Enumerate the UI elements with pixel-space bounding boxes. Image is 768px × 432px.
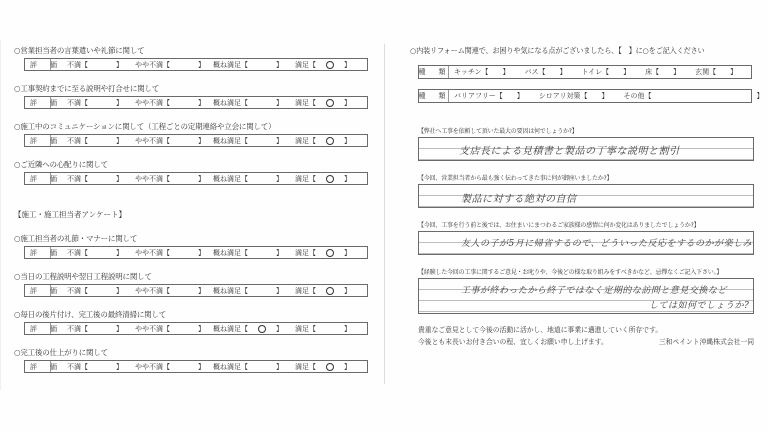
bracket-close: 】	[276, 136, 283, 145]
rating-label: 評 価	[25, 361, 51, 372]
option-mark-slot	[316, 287, 344, 295]
rating-option-dissatisfied[interactable]	[67, 136, 135, 146]
rating-option-satisfied[interactable]	[295, 248, 355, 258]
option-label: 不満【	[67, 324, 88, 333]
option-label: 満足【	[295, 324, 316, 333]
handwritten-answer: 工事が終わったから終了ではなく定期的な訪問と意見交換など	[461, 286, 727, 296]
rating-box	[24, 284, 368, 297]
bracket-close: 】	[344, 362, 351, 371]
circle-mark-icon	[258, 325, 266, 333]
option-label: 概ね満足【	[213, 136, 248, 145]
option-label: 概ね満足【	[213, 286, 248, 295]
bracket-close: 】	[198, 174, 205, 183]
option-mark-slot	[170, 175, 198, 183]
bracket-close: 】	[344, 98, 351, 107]
type-row-1	[418, 65, 752, 79]
option-label: やや不満【	[135, 248, 170, 257]
type-other[interactable]: その他【 】	[623, 92, 764, 100]
free-answer-box-4[interactable]	[418, 278, 754, 314]
rating-option-dissatisfied[interactable]	[67, 98, 135, 108]
closing-message	[418, 324, 754, 348]
type-label: 種 類	[418, 68, 449, 76]
option-label: 満足【	[295, 174, 316, 183]
bracket-close: 】	[116, 60, 123, 69]
option-label: 満足【	[295, 286, 316, 295]
rating-option-dissatisfied[interactable]	[67, 174, 135, 184]
rating-option-mostly-satisfied[interactable]	[213, 324, 295, 334]
free-question-3: 【今回、工事を行う前と後では、お住まいにまつわるご家族様の感情に何か変化はありましたでしょうか?】	[418, 222, 700, 229]
bracket-close: 】	[198, 98, 205, 107]
option-mark-slot	[316, 363, 344, 371]
rating-option-mostly-satisfied[interactable]	[213, 136, 295, 146]
option-mark-slot	[316, 325, 344, 333]
option-label: やや不満【	[135, 98, 170, 107]
type-kitchen[interactable]: キッチン【 】	[454, 68, 510, 76]
bracket-close: 】	[116, 248, 123, 257]
option-label: 満足【	[295, 60, 316, 69]
circle-mark-icon	[326, 99, 334, 107]
option-label: やや不満【	[135, 60, 170, 69]
option-mark-slot	[170, 287, 198, 295]
bracket-close: 】	[116, 136, 123, 145]
option-mark-slot	[316, 175, 344, 183]
free-question-1: 【弊社へ工事を依頼して頂いた最大の要因は何でしょうか?】	[418, 128, 578, 135]
question-title: ○毎日の後片付け、完工後の最終清掃に関して	[14, 310, 167, 319]
rating-question	[14, 46, 366, 71]
bracket-close: 】	[276, 286, 283, 295]
rating-label: 評 価	[25, 173, 51, 184]
rating-box	[24, 96, 368, 109]
type-toilet[interactable]: トイレ【 】	[581, 68, 631, 76]
rating-option-dissatisfied[interactable]	[67, 324, 135, 334]
rating-label: 評 価	[25, 135, 51, 146]
option-label: 概ね満足【	[213, 174, 248, 183]
option-label: 不満【	[67, 174, 88, 183]
circle-mark-icon	[326, 137, 334, 145]
rating-option-mostly-satisfied[interactable]	[213, 362, 295, 372]
rating-box	[24, 58, 368, 71]
option-label: 概ね満足【	[213, 98, 248, 107]
circle-mark-icon	[326, 175, 334, 183]
bracket-close: 】	[344, 174, 351, 183]
rating-option-satisfied[interactable]	[295, 286, 355, 296]
rating-option-somewhat-dissatisfied[interactable]	[135, 362, 213, 372]
bracket-close: 】	[276, 174, 283, 183]
option-mark-slot	[316, 137, 344, 145]
circle-mark-icon	[326, 249, 334, 257]
question-title: ○ご近隣への心配りに関して	[14, 160, 108, 169]
option-mark-slot	[88, 249, 116, 257]
bracket-close: 】	[198, 362, 205, 371]
option-mark-slot	[88, 61, 116, 69]
option-mark-slot	[88, 325, 116, 333]
rating-question	[14, 272, 366, 297]
option-label: 不満【	[67, 98, 88, 107]
rating-label: 評 価	[25, 285, 51, 296]
rating-label: 評 価	[25, 59, 51, 70]
rating-option-somewhat-dissatisfied[interactable]	[135, 174, 213, 184]
option-mark-slot	[248, 61, 276, 69]
rating-question	[14, 84, 366, 109]
bracket-close: 】	[116, 98, 123, 107]
rating-option-satisfied[interactable]	[295, 136, 355, 146]
type-floor[interactable]: 床【 】	[645, 68, 681, 76]
rating-option-satisfied[interactable]	[295, 324, 355, 334]
bracket-close: 】	[198, 248, 205, 257]
circle-mark-icon	[326, 287, 334, 295]
rating-option-mostly-satisfied[interactable]	[213, 60, 295, 70]
free-answer-box-2[interactable]	[418, 184, 754, 208]
page-edge	[0, 40, 1, 390]
question-title: ○営業担当者の言葉遣いや礼節に関して	[14, 46, 145, 55]
question-title: ○工事契約までに至る説明や打合せに関して	[14, 84, 160, 93]
rating-option-somewhat-dissatisfied[interactable]	[135, 248, 213, 258]
option-mark-slot	[248, 287, 276, 295]
rating-option-somewhat-dissatisfied[interactable]	[135, 98, 213, 108]
rating-box	[24, 172, 368, 185]
rating-label: 評 価	[25, 323, 51, 334]
option-mark-slot	[248, 249, 276, 257]
type-bath[interactable]: バス【 】	[524, 68, 567, 76]
rating-box	[24, 246, 368, 259]
option-label: 概ね満足【	[213, 362, 248, 371]
option-mark-slot	[248, 175, 276, 183]
option-label: 概ね満足【	[213, 60, 248, 69]
option-mark-slot	[170, 249, 198, 257]
option-mark-slot	[88, 287, 116, 295]
handwritten-answer: 友人の子が5月に帰省するので、どういった反応をするのかが楽しみ	[461, 239, 753, 249]
rating-question	[14, 160, 366, 185]
bracket-close: 】	[116, 286, 123, 295]
option-mark-slot	[88, 137, 116, 145]
rating-option-somewhat-dissatisfied[interactable]	[135, 136, 213, 146]
option-label: やや不満【	[135, 324, 170, 333]
rating-option-dissatisfied[interactable]	[67, 286, 135, 296]
rating-box	[24, 360, 368, 373]
free-question-4: 【経験した今回の工事に関するご意見・お叱りや、今後どの様な取り組みをすべきかなど、忌憚なくご記入下さい。】	[418, 269, 723, 276]
right-column	[408, 46, 764, 348]
type-row-2	[418, 89, 764, 103]
circle-mark-icon	[326, 61, 334, 69]
bracket-close: 】	[276, 98, 283, 107]
option-label: 不満【	[67, 286, 88, 295]
option-mark-slot	[170, 363, 198, 371]
rating-label: 評 価	[25, 247, 51, 258]
option-mark-slot	[170, 61, 198, 69]
bracket-close: 】	[344, 286, 351, 295]
bracket-close: 】	[116, 174, 123, 183]
free-question-2: 【今回、営業担当者から最も強く伝わってきた事に何が御座いましたか?】	[418, 175, 613, 182]
option-label: 概ね満足【	[213, 324, 248, 333]
rating-label: 評 価	[25, 97, 51, 108]
option-mark-slot	[170, 137, 198, 145]
handwritten-answer: しては如何でしょうか?	[649, 301, 750, 311]
option-mark-slot	[248, 137, 276, 145]
rating-question	[14, 310, 366, 335]
option-label: やや不満【	[135, 286, 170, 295]
rating-question	[14, 234, 366, 259]
bracket-close: 】	[276, 362, 283, 371]
rating-option-mostly-satisfied[interactable]	[213, 174, 295, 184]
rating-option-satisfied[interactable]	[295, 362, 355, 372]
type-termite[interactable]: シロアリ対策【 】	[538, 92, 609, 100]
company-signature: 三和ペイント沖縄株式会社一同	[658, 338, 754, 346]
option-label: やや不満【	[135, 362, 170, 371]
rating-option-satisfied[interactable]	[295, 174, 355, 184]
option-mark-slot	[316, 61, 344, 69]
option-label: 満足【	[295, 98, 316, 107]
rating-option-dissatisfied[interactable]	[67, 248, 135, 258]
bracket-close: 】	[344, 324, 351, 333]
rating-option-dissatisfied[interactable]	[67, 60, 135, 70]
bracket-close: 】	[198, 60, 205, 69]
rating-question	[14, 122, 366, 147]
bracket-close: 】	[198, 286, 205, 295]
option-mark-slot	[88, 99, 116, 107]
rating-option-mostly-satisfied[interactable]	[213, 248, 295, 258]
type-entrance[interactable]: 玄関【 】	[695, 68, 738, 76]
closing-line-2: 今後とも末長いお付き合いの程、宜しくお願い申し上げます。	[418, 338, 608, 346]
question-title: ○施工担当者の礼節・マナーに関して	[14, 234, 138, 243]
option-label: 不満【	[67, 248, 88, 257]
rating-option-somewhat-dissatisfied[interactable]	[135, 324, 213, 334]
option-label: 不満【	[67, 362, 88, 371]
option-label: 満足【	[295, 362, 316, 371]
bracket-close: 】	[116, 362, 123, 371]
bracket-close: 】	[116, 324, 123, 333]
free-answer-box-3[interactable]	[418, 231, 754, 255]
option-mark-slot	[88, 175, 116, 183]
bracket-close: 】	[276, 60, 283, 69]
rating-option-satisfied[interactable]	[295, 98, 355, 108]
rating-option-satisfied[interactable]	[295, 60, 355, 70]
option-label: 不満【	[67, 60, 88, 69]
rating-question	[14, 348, 366, 373]
option-mark-slot	[88, 363, 116, 371]
rating-option-somewhat-dissatisfied[interactable]	[135, 60, 213, 70]
bracket-close: 】	[344, 60, 351, 69]
option-label: 満足【	[295, 136, 316, 145]
option-mark-slot	[170, 99, 198, 107]
option-label: 概ね満足【	[213, 248, 248, 257]
rating-option-somewhat-dissatisfied[interactable]	[135, 286, 213, 296]
bracket-close: 】	[344, 248, 351, 257]
option-label: 不満【	[67, 136, 88, 145]
question-title: ○施工中のコミュニケーションに関して（工程ごとの定期連絡や立会に関して）	[14, 122, 276, 131]
rating-box	[24, 134, 368, 147]
option-label: 満足【	[295, 248, 316, 257]
bracket-close: 】	[276, 324, 283, 333]
rating-option-mostly-satisfied[interactable]	[213, 98, 295, 108]
option-mark-slot	[248, 325, 276, 333]
bracket-close: 】	[198, 136, 205, 145]
option-mark-slot	[316, 99, 344, 107]
option-label: やや不満【	[135, 174, 170, 183]
option-label: やや不満【	[135, 136, 170, 145]
rating-box	[24, 322, 368, 335]
option-mark-slot	[248, 363, 276, 371]
rating-option-dissatisfied[interactable]	[67, 362, 135, 372]
question-title: ○当日の工程説明や翌日工程説明に関して	[14, 272, 152, 281]
section-header: 【施工・施工担当者アンケート】	[14, 210, 127, 219]
left-column	[14, 46, 366, 386]
option-mark-slot	[248, 99, 276, 107]
circle-mark-icon	[326, 363, 334, 371]
option-mark-slot	[316, 249, 344, 257]
reform-question-title: ○内装リフォーム関連で、お困りや気になる点がございましたら、【 】に○をご記入ください	[410, 46, 705, 55]
type-barrier-free[interactable]: バリアフリー【 】	[454, 92, 524, 100]
column-divider	[384, 44, 385, 384]
bracket-close: 】	[198, 324, 205, 333]
free-answer-box-1[interactable]	[418, 137, 754, 161]
type-label: 種 類	[418, 92, 449, 100]
handwritten-answer: 支店長による見積書と製品の丁寧な説明と割引	[459, 146, 680, 157]
option-mark-slot	[170, 325, 198, 333]
closing-line-1: 貴重なご意見として今後の活動に活かし、地道に事業に邁進していく所存です。	[418, 326, 663, 334]
rating-option-mostly-satisfied[interactable]	[213, 286, 295, 296]
bracket-close: 】	[276, 248, 283, 257]
handwritten-answer: 製品に対する絶対の自信	[461, 194, 577, 205]
bracket-close: 】	[344, 136, 351, 145]
question-title: ○完工後の仕上がりに関して	[14, 348, 108, 357]
